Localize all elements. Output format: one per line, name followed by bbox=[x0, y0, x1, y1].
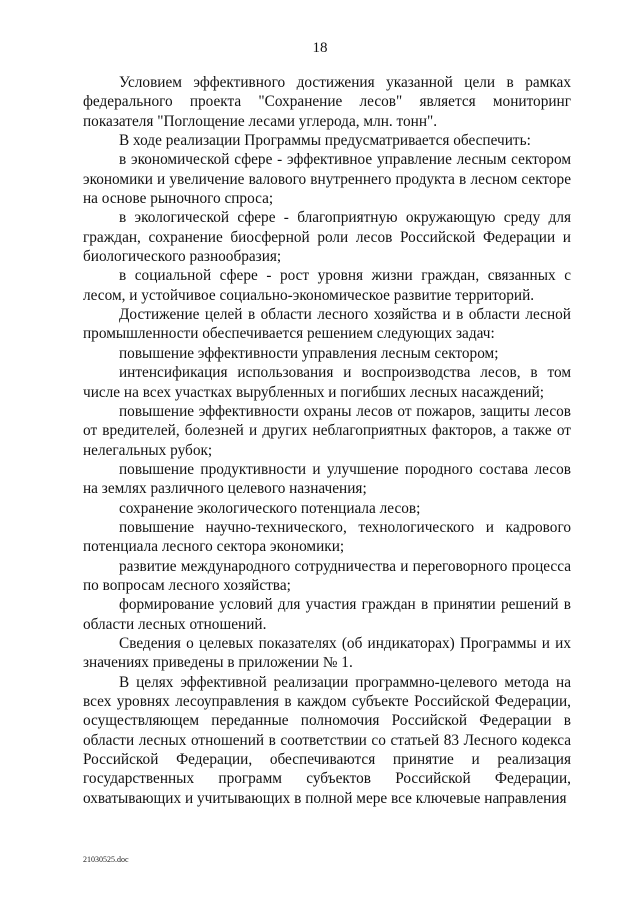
paragraph: в экономической сфере - эффективное управление лесным сектором экономики и увеличение валового внутреннего продукта в лесном секторе на основе рыночного спроса; bbox=[83, 151, 571, 208]
paragraph: в экологической сфере - благоприятную окружающую среду для граждан, сохранение биосферной роли лесов Российской Федерации и биологического разнообразия; bbox=[83, 209, 571, 266]
paragraph: Условием эффективного достижения указанной цели в рамках федерального проекта "Сохранение лесов" является мониторинг показателя "Поглощение лесами углерода, млн. тонн". bbox=[83, 74, 571, 130]
paragraph: Достижение целей в области лесного хозяйства и в области лесной промышленности обеспечивается решением следующих задач: bbox=[83, 306, 571, 343]
list-item: развитие международного сотрудничества и переговорного процесса по вопросам лесного хозяйства; bbox=[83, 557, 571, 594]
paragraph: В ходе реализации Программы предусматривается обеспечить: bbox=[119, 132, 531, 150]
document-code: 21030525.doc bbox=[83, 855, 129, 864]
list-item: формирование условий для участия граждан в принятии решений в области лесных отношений. bbox=[83, 596, 571, 633]
list-item: повышение научно-технического, технологического и кадрового потенциала лесного сектора экономики; bbox=[83, 518, 571, 556]
list-item: интенсификация использования и воспроизводства лесов, в том числе на всех участках вырубленных и погибших лесных насаждений; bbox=[83, 364, 571, 401]
list-item: сохранение экологического потенциала лесов; bbox=[119, 499, 421, 517]
list-item: повышение эффективности охраны лесов от пожаров, защиты лесов от вредителей, болезней и других неблагоприятных факторов, а также от нелегальных рубок; bbox=[83, 402, 571, 459]
page-number: 18 bbox=[312, 40, 328, 56]
body-text bbox=[83, 73, 571, 808]
paragraph: Сведения о целевых показателях (об индикаторах) Программы и их значениях приведены в приложении № 1. bbox=[83, 634, 571, 672]
paragraph: в социальной сфере - рост уровня жизни граждан, связанных с лесом, и устойчивое социально-экономическое развитие территорий. bbox=[83, 267, 571, 304]
list-item: повышение продуктивности и улучшение породного состава лесов на землях различного целевого назначения; bbox=[83, 460, 571, 498]
paragraph: В целях эффективной реализации программно-целевого метода на всех уровнях лесоуправления в каждом субъекте Российской Федерации, осуществляющем переданные полномочия Российской Федерации в области лесных отношений в соответствии со статьей 83 Лесного кодекса Российской Федерации, обеспечиваются принятие и реализация государственных программ субъектов Российской Федерации, охватывающих и учитывающих в полной мере все ключевые направления bbox=[83, 673, 571, 807]
list-item: повышение эффективности управления лесным сектором; bbox=[119, 344, 499, 362]
